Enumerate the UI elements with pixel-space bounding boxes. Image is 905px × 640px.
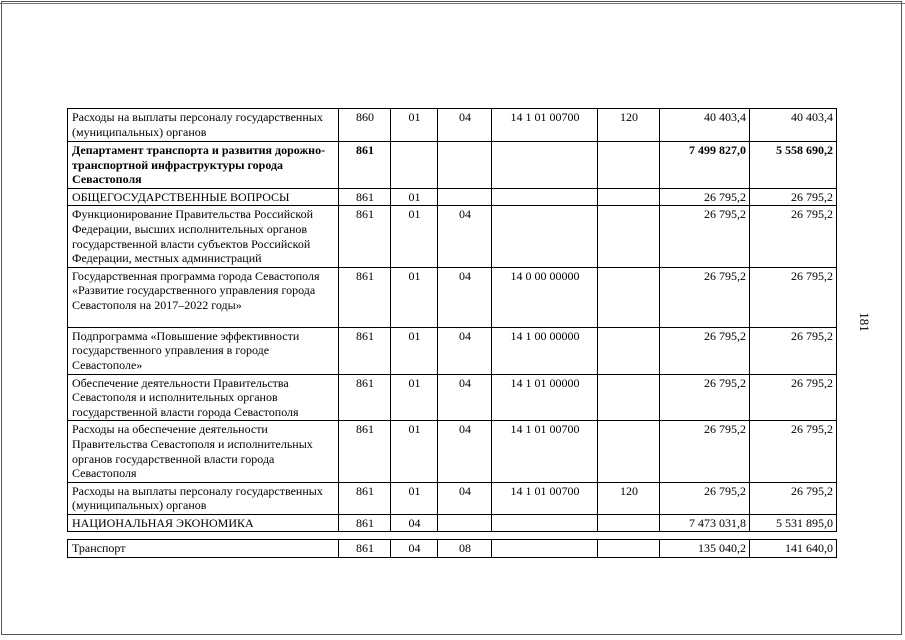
- row-section-code: 01: [391, 206, 438, 267]
- table-row: [68, 109, 837, 142]
- row-expense-type: [598, 540, 660, 558]
- row-name: Подпрограмма «Повышение эффективности государственного управления в городе Севастополе»: [68, 327, 339, 374]
- row-expense-type: [598, 421, 660, 482]
- row-section-code: 01: [391, 421, 438, 482]
- row-ved-code: 861: [339, 421, 391, 482]
- row-ved-code: 861: [339, 142, 391, 189]
- gap-cell: [68, 532, 339, 540]
- row-amount-year1: 26 795,2: [660, 374, 750, 421]
- gap-cell: [391, 532, 438, 540]
- row-ved-code: 861: [339, 482, 391, 514]
- row-subsection-code: [438, 142, 492, 189]
- gap-cell: [598, 532, 660, 540]
- row-amount-year2: 26 795,2: [750, 206, 837, 267]
- row-subsection-code: 04: [438, 267, 492, 327]
- row-section-code: 01: [391, 374, 438, 421]
- row-target-article: 14 1 00 00000: [492, 327, 598, 374]
- row-amount-year2: 5 558 690,2: [750, 142, 837, 189]
- gap-cell: [660, 532, 750, 540]
- row-amount-year2: 26 795,2: [750, 421, 837, 482]
- row-amount-year1: 26 795,2: [660, 327, 750, 374]
- table-gap: [68, 532, 837, 540]
- table-row: [68, 188, 837, 206]
- table-row: [68, 421, 837, 482]
- row-section-code: 04: [391, 514, 438, 532]
- row-subsection-code: 08: [438, 540, 492, 558]
- row-amount-year2: 26 795,2: [750, 327, 837, 374]
- row-target-article: [492, 514, 598, 532]
- row-name: Транспорт: [68, 540, 339, 558]
- row-name: Функционирование Правительства Российской Федерации, высших исполнительных органов государственной власти субъектов Российской Федерации, местных администраций: [68, 206, 339, 267]
- row-target-article: [492, 540, 598, 558]
- table-row: [68, 327, 837, 374]
- row-name: НАЦИОНАЛЬНАЯ ЭКОНОМИКА: [68, 514, 339, 532]
- row-subsection-code: 04: [438, 482, 492, 514]
- row-target-article: 14 1 01 00700: [492, 482, 598, 514]
- row-subsection-code: 04: [438, 206, 492, 267]
- row-name: Расходы на выплаты персоналу государственных (муниципальных) органов: [68, 109, 339, 142]
- row-target-article: 14 1 01 00700: [492, 109, 598, 142]
- gap-cell: [750, 532, 837, 540]
- row-amount-year1: 26 795,2: [660, 188, 750, 206]
- row-expense-type: [598, 267, 660, 327]
- row-ved-code: 860: [339, 109, 391, 142]
- row-expense-type: [598, 327, 660, 374]
- row-amount-year2: 26 795,2: [750, 267, 837, 327]
- gap-cell: [492, 532, 598, 540]
- table-row: [68, 267, 837, 327]
- row-section-code: 01: [391, 267, 438, 327]
- row-section-code: [391, 142, 438, 189]
- row-subsection-code: 04: [438, 109, 492, 142]
- row-ved-code: 861: [339, 267, 391, 327]
- row-expense-type: [598, 206, 660, 267]
- row-name: Департамент транспорта и развития дорожно-транспортной инфраструктуры города Севастополя: [68, 142, 339, 189]
- row-expense-type: [598, 188, 660, 206]
- row-ved-code: 861: [339, 514, 391, 532]
- budget-table-body: [68, 109, 837, 558]
- row-target-article: 14 1 01 00000: [492, 374, 598, 421]
- table-row: [68, 374, 837, 421]
- table-row: [68, 206, 837, 267]
- row-amount-year2: 141 640,0: [750, 540, 837, 558]
- row-section-code: 01: [391, 188, 438, 206]
- gap-cell: [339, 532, 391, 540]
- row-expense-type: 120: [598, 482, 660, 514]
- row-name: Расходы на обеспечение деятельности Правительства Севастополя и исполнительных органов государственной власти города Севастополя: [68, 421, 339, 482]
- row-target-article: [492, 142, 598, 189]
- row-amount-year1: 7 499 827,0: [660, 142, 750, 189]
- row-ved-code: 861: [339, 374, 391, 421]
- row-target-article: 14 0 00 00000: [492, 267, 598, 327]
- row-ved-code: 861: [339, 206, 391, 267]
- row-name: Обеспечение деятельности Правительства Севастополя и исполнительных органов государственной власти города Севастополя: [68, 374, 339, 421]
- row-expense-type: [598, 374, 660, 421]
- row-expense-type: [598, 142, 660, 189]
- row-target-article: [492, 188, 598, 206]
- row-expense-type: 120: [598, 109, 660, 142]
- row-section-code: 04: [391, 540, 438, 558]
- table-row: [68, 142, 837, 189]
- row-amount-year2: 26 795,2: [750, 482, 837, 514]
- row-target-article: [492, 206, 598, 267]
- row-ved-code: 861: [339, 188, 391, 206]
- row-section-code: 01: [391, 109, 438, 142]
- row-name: Государственная программа города Севастополя «Развитие государственного управления города Севастополя на 2017–2022 годы»: [68, 267, 339, 327]
- budget-table: [67, 108, 837, 558]
- row-expense-type: [598, 514, 660, 532]
- row-amount-year2: 5 531 895,0: [750, 514, 837, 532]
- row-subsection-code: 04: [438, 327, 492, 374]
- row-amount-year1: 7 473 031,8: [660, 514, 750, 532]
- row-ved-code: 861: [339, 327, 391, 374]
- row-section-code: 01: [391, 482, 438, 514]
- page-number: 181: [857, 312, 872, 332]
- row-subsection-code: [438, 514, 492, 532]
- row-amount-year1: 40 403,4: [660, 109, 750, 142]
- table-row: [68, 540, 837, 558]
- row-subsection-code: 04: [438, 421, 492, 482]
- row-amount-year2: 26 795,2: [750, 374, 837, 421]
- row-amount-year1: 135 040,2: [660, 540, 750, 558]
- row-section-code: 01: [391, 327, 438, 374]
- row-amount-year2: 26 795,2: [750, 188, 837, 206]
- row-name: Расходы на выплаты персоналу государственных (муниципальных) органов: [68, 482, 339, 514]
- row-ved-code: 861: [339, 540, 391, 558]
- row-amount-year1: 26 795,2: [660, 482, 750, 514]
- gap-cell: [438, 532, 492, 540]
- row-amount-year1: 26 795,2: [660, 421, 750, 482]
- row-amount-year1: 26 795,2: [660, 267, 750, 327]
- row-amount-year2: 40 403,4: [750, 109, 837, 142]
- row-subsection-code: [438, 188, 492, 206]
- table-row: [68, 482, 837, 514]
- row-subsection-code: 04: [438, 374, 492, 421]
- row-name: ОБЩЕГОСУДАРСТВЕННЫЕ ВОПРОСЫ: [68, 188, 339, 206]
- row-amount-year1: 26 795,2: [660, 206, 750, 267]
- table-row: [68, 514, 837, 532]
- row-target-article: 14 1 01 00700: [492, 421, 598, 482]
